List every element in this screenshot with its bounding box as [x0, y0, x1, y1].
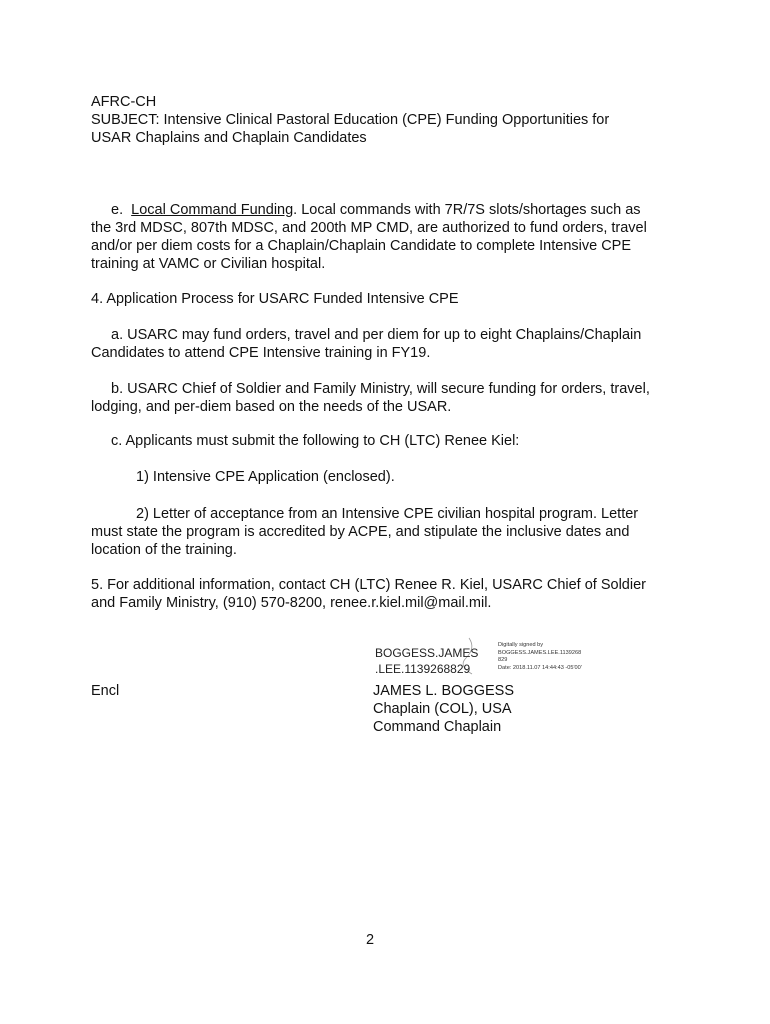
para-e-label: e. [111, 202, 124, 218]
paragraph-4 [91, 290, 691, 308]
para-4b-line2: lodging, and per-diem based on the needs of the USAR. [91, 399, 452, 415]
para-4a-line2: Candidates to attend CPE Intensive training in FY19. [91, 345, 431, 361]
paragraph-4b [91, 380, 691, 416]
letter-header [91, 93, 691, 147]
paragraph-5 [91, 576, 691, 612]
item-2-line2: must state the program is accredited by ACPE, and stipulate the inclusive dates and [91, 524, 630, 540]
paragraph-4a [91, 326, 691, 362]
item-1-text: 1) Intensive CPE Application (enclosed). [136, 469, 395, 485]
paragraph-3e [91, 201, 691, 273]
para-5-line2: and Family Ministry, (910) 570-8200, renee.r.kiel.mil@mail.mil. [91, 595, 492, 611]
para-4-text: 4. Application Process for USARC Funded Intensive CPE [91, 291, 459, 307]
para-4b-line1: b. USARC Chief of Soldier and Family Ministry, will secure funding for orders, travel, [111, 381, 650, 397]
paragraph-4c [91, 432, 691, 450]
list-item-2 [91, 505, 691, 559]
subject-line-2: USAR Chaplains and Chaplain Candidates [91, 130, 367, 146]
subject-line-1: SUBJECT: Intensive Clinical Pastoral Education (CPE) Funding Opportunities for [91, 112, 610, 128]
para-e-line3: and/or per diem costs for a Chaplain/Chaplain Candidate to complete Intensive CPE [91, 238, 632, 254]
signature-details: Digitally signed by BOGGESS.JAMES.LEE.1139268 829 Date: 2018.11.07 14:44:43 -05'00' [498, 642, 582, 671]
signature-name: BOGGESS.JAMES .LEE.1139268829 [375, 646, 479, 676]
page-number: 2 [365, 932, 375, 948]
signer-name: JAMES L. BOGGESS [373, 683, 515, 699]
signer-rank: Chaplain (COL), USA [373, 701, 512, 717]
enclosure-label: Encl [91, 683, 120, 699]
para-e-line4: training at VAMC or Civilian hospital. [91, 256, 326, 272]
para-5-line1: 5. For additional information, contact CH (LTC) Renee R. Kiel, USARC Chief of Soldier [91, 577, 646, 593]
signer-title: Command Chaplain [373, 719, 502, 735]
digital-signature[interactable] [374, 636, 594, 676]
list-item-1 [91, 468, 691, 486]
para-e-line2: the 3rd MDSC, 807th MDSC, and 200th MP CMD, are authorized to fund orders, travel [91, 220, 647, 236]
para-4a-line1: a. USARC may fund orders, travel and per diem for up to eight Chaplains/Chaplain [111, 327, 642, 343]
para-e-title: Local Command Funding [131, 202, 294, 218]
signature-block [373, 682, 673, 736]
para-e-line1: . Local commands with 7R/7S slots/shortages such as [293, 202, 641, 218]
item-2-line1: 2) Letter of acceptance from an Intensive CPE civilian hospital program. Letter [136, 506, 639, 522]
office-symbol: AFRC-CH [91, 94, 157, 110]
item-2-line3: location of the training. [91, 542, 237, 558]
para-4c-line1: c. Applicants must submit the following to CH (LTC) Renee Kiel: [111, 433, 520, 449]
